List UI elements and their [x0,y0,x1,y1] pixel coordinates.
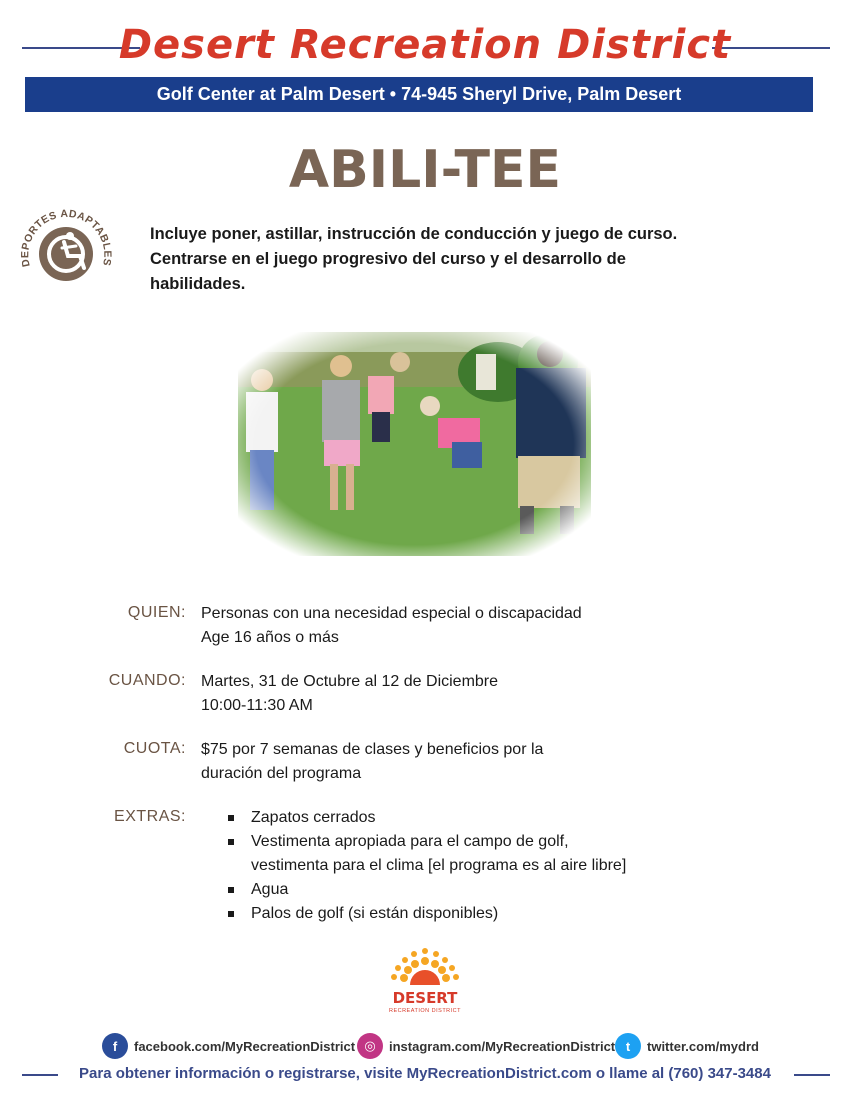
when-value [201,670,498,718]
footer-contact: Para obtener información o registrarse, visite MyRecreationDistrict.com o llame al (760) 347-3484 [79,1065,771,1082]
golf-lesson-photo [238,332,591,556]
list-item: Zapatos cerrados [228,806,626,830]
logo-sub: RECREATION DISTRICT [388,1008,462,1014]
facebook-icon: f [102,1033,128,1059]
twitter-icon: t [615,1033,641,1059]
list-item: Agua [228,878,626,902]
sun-icon [370,945,480,1017]
logo-name: DESERT [392,989,458,1007]
org-name-heading: Desert Recreation District [118,22,732,68]
who-line: Age 16 años o más [201,629,339,646]
who-label: QUIEN: [127,604,186,621]
adaptive-sports-badge [12,196,118,302]
twitter-text[interactable]: twitter.com/mydrd [647,1038,759,1054]
description-line: Centrarse en el juego progresivo del curso y el desarrollo de [150,250,626,268]
location-banner: Golf Center at Palm Desert • 74-945 Sheryl Drive, Palm Desert [25,77,813,112]
desert-logo [370,945,480,1017]
fee-value [201,738,543,786]
event-title: ABILI-TEE [288,140,562,200]
list-item-continuation: vestimenta para el clima [el programa es al aire libre] [251,857,627,874]
when-line: 10:00-11:30 AM [201,697,313,714]
fee-line: duración del programa [201,765,362,782]
who-line: Personas con una necesidad especial o discapacidad [201,605,582,622]
instagram-icon: ◎ [357,1033,383,1059]
fee-line: $75 por 7 semanas de clases y beneficios por la [201,741,544,758]
extras-label: EXTRAS: [114,808,186,825]
event-description [150,222,770,297]
facebook-text[interactable]: facebook.com/MyRecreationDistrict [134,1038,356,1054]
list-item: Palos de golf (si están disponibles) [228,902,626,926]
instagram-text[interactable]: instagram.com/MyRecreationDistrict [389,1038,616,1054]
twitter-link[interactable] [615,1032,759,1060]
extras-list [228,806,626,926]
badge-text: DEPORTES ADAPTABLES [19,207,114,268]
when-label: CUANDO: [108,672,186,689]
list-item: Vestimenta apropiada para el campo de golf, [228,830,626,854]
fee-label: CUOTA: [123,740,186,757]
facebook-link[interactable] [102,1032,355,1060]
description-line: Incluye poner, astillar, instrucción de conducción y juego de curso. [150,225,678,243]
who-value [201,602,582,650]
instagram-link[interactable] [357,1032,615,1060]
description-line: habilidades. [150,275,246,293]
when-line: Martes, 31 de Octubre al 12 de Diciembre [201,673,499,690]
wheelchair-icon [12,196,118,302]
